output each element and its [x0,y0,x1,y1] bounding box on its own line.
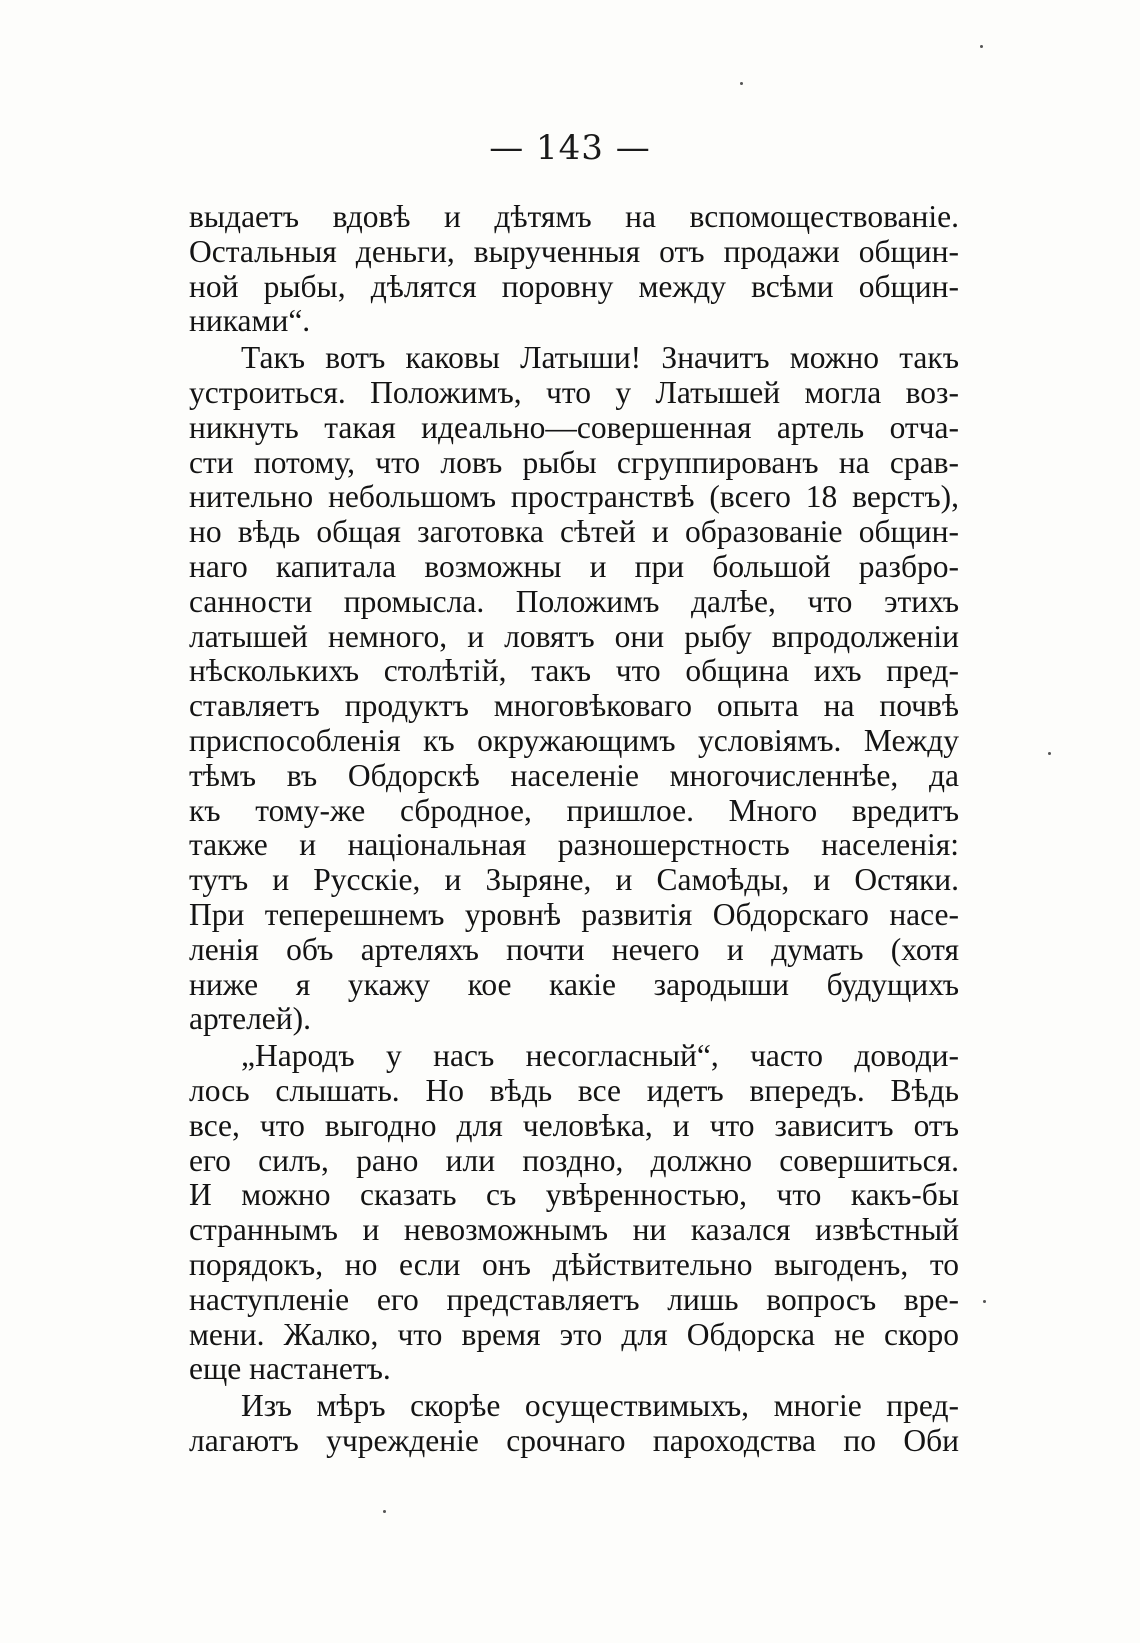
text-line: мени. Жалко, что время это для Обдорска не скоро [189,1316,959,1352]
text-line: ной рыбы, дѣлятся поровну между всѣми общин- [189,268,959,304]
text-line: страннымъ и невозможнымъ ни казался извѣстный [189,1212,959,1248]
paragraph-1 [189,200,959,339]
text-line: наго капитала возможны и при большой разбро- [189,548,959,584]
text-line: Такъ вотъ каковы Латыши! Значитъ можно такъ [241,340,959,376]
text-line: „Народъ у насъ несогласный“, часто доводи- [241,1038,959,1074]
paragraph-2 [189,341,959,1037]
scan-speck [980,45,983,48]
text-line: И можно сказать съ увѣренностью, что какъ-бы [189,1177,959,1213]
text-line: порядокъ, но если онъ дѣйствительно выгоденъ, то [189,1246,959,1282]
text-line: наступленіе его представляетъ лишь вопросъ вре- [189,1281,959,1317]
text-line: нѣсколькихъ столѣтій, такъ что община ихъ пред- [189,653,959,689]
text-line: латышей немного, и ловятъ они рыбу впродолженіи [189,618,959,654]
body-text [189,200,959,1459]
text-line: ленія объ артеляхъ почти нечего и думать (хотя [189,931,959,967]
text-line: но вѣдь общая заготовка сѣтей и образованіе общин- [189,514,959,550]
text-line: все, что выгодно для человѣка, и что зависитъ отъ [189,1107,959,1143]
scan-speck [1048,752,1051,755]
text-line: нительно небольшомъ пространствѣ (всего 18 верстъ), [189,479,959,515]
text-line: ставляетъ продуктъ многовѣковаго опыта на почвѣ [189,688,959,724]
text-line: лагаютъ учрежденіе срочнаго пароходства по Оби [189,1422,959,1458]
text-line: также и національная разношерстность населенія: [189,827,959,863]
text-line: Изъ мѣръ скорѣе осуществимыхъ, многіе пред- [241,1388,959,1424]
text-line: тутъ и Русскіе, и Зыряне, и Самоѣды, и Остяки. [189,862,959,898]
paragraph-4 [189,1389,959,1459]
text-line: къ тому-же сбродное, пришлое. Много вредитъ [189,792,959,828]
text-line: артелей). [189,1001,311,1037]
text-line: его силъ, рано или поздно, должно совершиться. [189,1142,959,1178]
text-line: ниже я укажу кое какіе зародыши будущихъ [189,966,959,1002]
text-line: никами“. [189,303,311,339]
text-line: выдаетъ вдовѣ и дѣтямъ на вспомоществованіе. [189,199,959,234]
text-line: тѣмъ въ Обдорскѣ населеніе многочисленнѣе, да [189,757,959,793]
text-line: сти потому, что ловъ рыбы сгруппированъ на срав- [189,444,959,480]
paragraph-3 [189,1039,959,1387]
text-line: Остальныя деньги, вырученныя отъ продажи общин- [189,233,959,269]
scan-speck [740,82,743,85]
text-line: санности промысла. Положимъ далѣе, что этихъ [189,583,959,619]
text-line: никнуть такая идеально—совершенная артель отча- [189,409,959,445]
page-number: — 143 — [489,128,651,168]
text-line: еще настанетъ. [189,1351,391,1387]
text-line: лось слышать. Но вѣдь все идетъ впередъ. Вѣдь [189,1072,959,1108]
text-line: При теперешнемъ уровнѣ развитія Обдорскаго насе- [189,896,959,932]
text-line: приспособленія къ окружающимъ условіямъ. Между [189,722,959,758]
scan-speck [383,1510,386,1513]
text-line: устроиться. Положимъ, что у Латышей могла воз- [189,374,959,410]
scan-speck [983,1300,986,1303]
